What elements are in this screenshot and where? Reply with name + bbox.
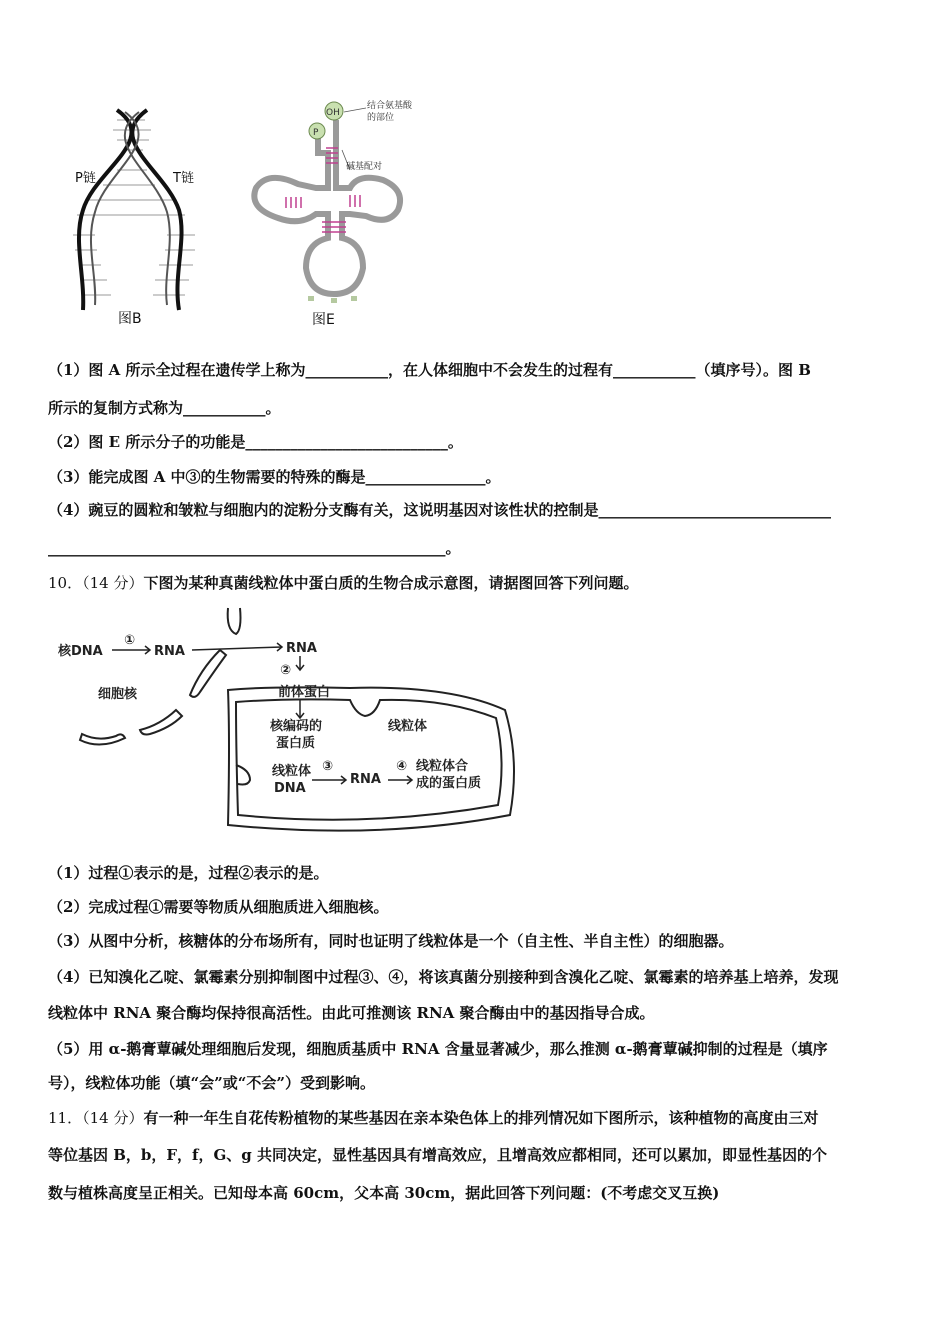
step-3-label: ③ (322, 759, 334, 774)
q9-line-4: （3）能完成图 A 中③的生物需要的特殊的酶是________________。 (48, 468, 501, 486)
q10-line-1: （1）过程①表示的是，过程②表示的是。 (48, 864, 329, 882)
nuclear-protein-label-2: 蛋白质 (276, 736, 316, 751)
mito-dna-label-2: DNA (274, 781, 306, 796)
q10-header (48, 573, 638, 593)
rna-label-2: RNA (286, 641, 317, 656)
mito-protein-label-2: 成的蛋白质 (416, 776, 482, 791)
trna-diagram (238, 98, 418, 313)
nucleus-label: 细胞核 (98, 687, 138, 702)
oh-label: OH (326, 108, 340, 118)
figure-b-caption: 图B (118, 311, 142, 327)
mitochondrion-label: 线粒体 (388, 719, 428, 734)
rna-label-1: RNA (154, 644, 185, 659)
step-2-label: ② (280, 663, 292, 678)
mito-protein-diagram (50, 600, 530, 840)
q9-line-6: _____________________________________________________。 (48, 539, 461, 557)
precursor-protein-label: 前体蛋白 (278, 685, 331, 700)
p-chain-label: P链 (75, 171, 96, 186)
figure-e-caption: 图E (312, 312, 335, 328)
q10-header-text: 下图为某种真菌线粒体中蛋白质的生物合成示意图，请据图回答下列问题。 (143, 574, 639, 592)
q10-line-3: （3）从图中分析，核糖体的分布场所有，同时也证明了线粒体是一个（自主性、半自主性）的细胞器。 (48, 932, 734, 950)
mito-dna-label-1: 线粒体 (272, 764, 312, 779)
rna-label-3: RNA (350, 772, 381, 787)
q11-number: 11．（14 分） (48, 1109, 144, 1127)
mito-protein-label-1: 线粒体合 (416, 759, 469, 774)
q9-line-1: （1）图 A 所示全过程在遗传学上称为___________，在人体细胞中不会发生的过程有___________（填序号）。图 B (48, 361, 811, 379)
q10-number: 10．（14 分） (48, 574, 144, 592)
nuclear-protein-label-1: 核编码的 (270, 719, 323, 734)
amino-site-label-2: 的部位 (367, 113, 395, 123)
q11-line-3: 数与植株高度呈正相关。已知母本高 60cm，父本高 30cm，据此回答下列问题：(不考虑交叉互换) (48, 1184, 720, 1202)
dna-helix-diagram (55, 100, 215, 330)
q10-line-2: （2）完成过程①需要等物质从细胞质进入细胞核。 (48, 898, 389, 916)
step-4-label: ④ (396, 759, 408, 774)
p-label: P (313, 128, 319, 138)
nuc-dna-label: 核DNA (58, 644, 103, 659)
q10-line-7: 号），线粒体功能（填“会”或“不会”）受到影响。 (48, 1074, 376, 1092)
q11-line-1 (48, 1108, 818, 1128)
q9-line-5: （4）豌豆的圆粒和皱粒与细胞内的淀粉分支酶有关，这说明基因对该性状的控制是_______________________________ (48, 501, 831, 519)
q11-line-2: 等位基因 B，b，F，f，G、g 共同决定，显性基因具有增高效应，且增高效应都相同，还可以累加，即显性基因的个 (48, 1146, 828, 1164)
t-chain-label: T链 (173, 171, 194, 186)
q9-line-3: （2）图 E 所示分子的功能是___________________________。 (48, 433, 463, 451)
amino-site-label-1: 结合氨基酸 (367, 101, 413, 111)
figure-e (238, 98, 418, 313)
q11-line-1-text: 有一种一年生自花传粉植物的某些基因在亲本染色体上的排列情况如下图所示，该种植物的高度由三对 (143, 1109, 819, 1127)
q9-line-2: 所示的复制方式称为___________。 (48, 399, 281, 417)
base-pair-label: 碱基配对 (346, 162, 383, 172)
q10-line-4: （4）已知溴化乙啶、氯霉素分别抑制图中过程③、④，将该真菌分别接种到含溴化乙啶、氯霉素的培养基上培养，发现 (48, 968, 839, 986)
step-1-label: ① (124, 633, 136, 648)
figure-b (55, 100, 215, 330)
q10-line-6: （5）用 α-鹅膏蕈碱处理细胞后发现，细胞质基质中 RNA 含量显著减少，那么推测 α-鹅膏蕈碱抑制的过程是（填序 (48, 1040, 828, 1058)
q10-line-5: 线粒体中 RNA 聚合酶均保持很高活性。由此可推测该 RNA 聚合酶由中的基因指导合成。 (48, 1004, 655, 1022)
